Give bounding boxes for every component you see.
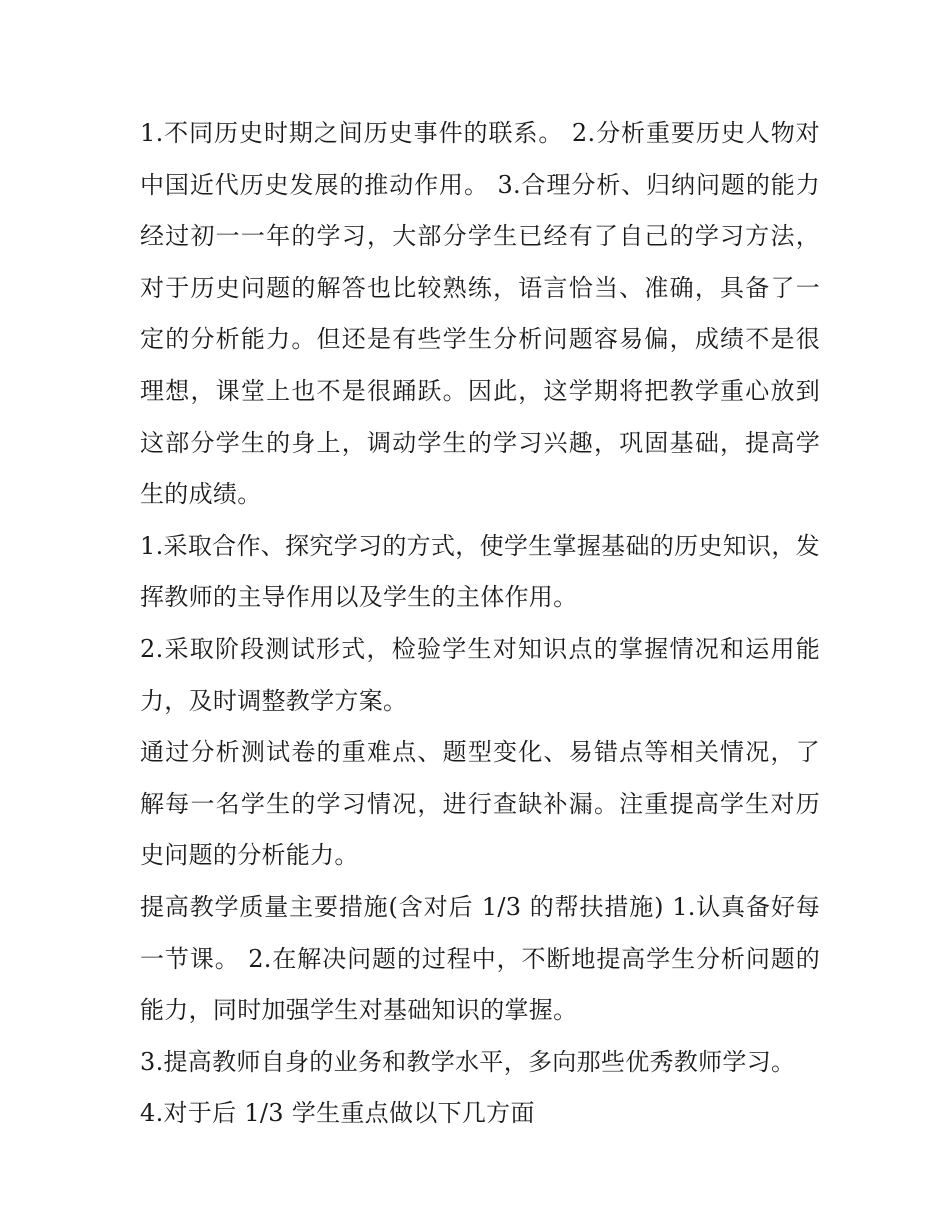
- paragraph-7: 4.对于后 1/3 学生重点做以下几方面: [140, 1099, 535, 1128]
- document-body: [140, 108, 820, 1140]
- paragraph-2: 1.采取合作、探究学习的方式，使学生掌握基础的历史知识，发挥教师的主导作用以及学生的主体作用。: [140, 531, 820, 612]
- paragraph-3: 2.采取阶段测试形式，检验学生对知识点的掌握情况和运用能力，及时调整教学方案。: [140, 634, 820, 715]
- paragraph-6: 3.提高教师自身的业务和教学水平，多向那些优秀教师学习。: [140, 1047, 796, 1076]
- paragraph-4: 通过分析测试卷的重难点、题型变化、易错点等相关情况，了解每一名学生的学习情况，进行查缺补漏。注重提高学生对历史问题的分析能力。: [140, 738, 820, 870]
- paragraph-5: 提高教学质量主要措施(含对后 1/3 的帮扶措施) 1.认真备好每一节课。 2.在解决问题的过程中，不断地提高学生分析问题的能力，同时加强学生对基础知识的掌握。: [140, 892, 820, 1025]
- paragraph-1: 1.不同历史时期之间历史事件的联系。 2.分析重要历史人物对中国近代历史发展的推动作用。 3.合理分析、归纳问题的能力经过初一一年的学习，大部分学生已经有了自己的学习方法，对于历史问题的解答也比较熟练，语言恰当、准确，具备了一定的分析能力。但还是有些学生分析问题容易偏，成绩不是很理想，课堂上也不是很踊跃。因此，这学期将把教学重心放到这部分学生的身上，调动学生的学习兴趣，巩固基础，提高学生的成绩。: [140, 119, 820, 509]
